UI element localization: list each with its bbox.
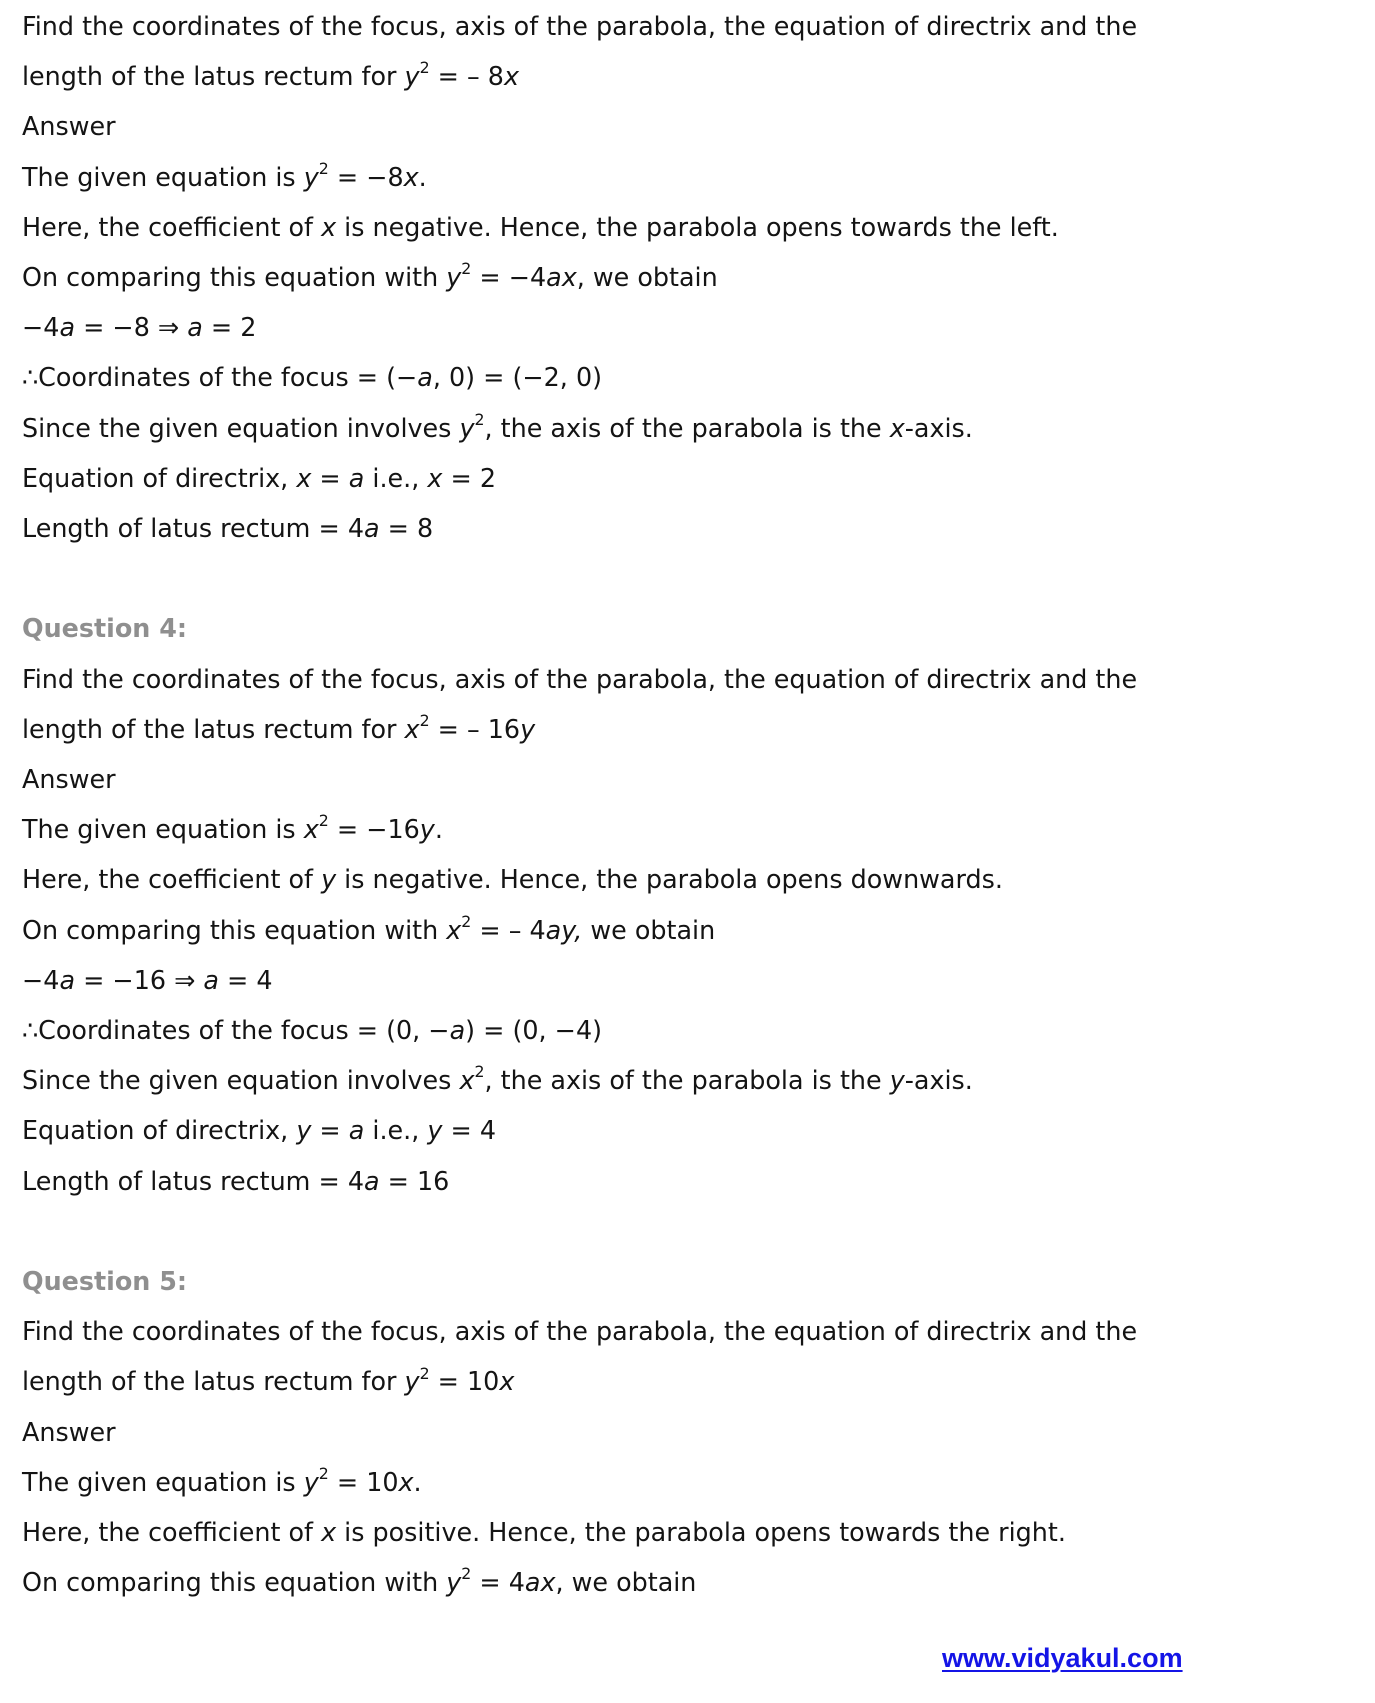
text-segment: , the axis of the parabola is the: [484, 412, 890, 443]
answer-label: Answer: [22, 764, 116, 794]
superscript: 2: [318, 811, 329, 831]
text-segment: Equation of directrix,: [22, 462, 297, 493]
math-variable: x: [427, 462, 443, 493]
text-segment: , 0) = (−2, 0): [432, 362, 602, 393]
math-variable: a: [59, 964, 75, 995]
text-segment: , the axis of the parabola is the: [484, 1065, 890, 1096]
text-segment: −4: [22, 312, 60, 343]
text-segment: = 2: [202, 312, 257, 343]
answer-text-line: [22, 1462, 422, 1502]
answer-text-line: [22, 408, 973, 448]
question-text-line: [22, 659, 1137, 699]
math-variable: a: [449, 1015, 466, 1045]
answer-label: Answer: [22, 111, 116, 142]
answer-text-line: [22, 910, 715, 950]
text-segment: Length of latus rectum = 4: [22, 1165, 364, 1196]
math-variable: x: [403, 161, 419, 192]
math-variable: x: [459, 1065, 475, 1096]
math-variable: y: [321, 864, 337, 895]
text-segment: Equation of directrix,: [22, 1115, 297, 1146]
text-segment: = – 8: [429, 61, 504, 92]
superscript: 2: [318, 158, 329, 178]
text-segment: Length of latus rectum = 4: [22, 513, 364, 543]
text-segment: = 2: [442, 462, 496, 493]
answer-text-line: [22, 960, 273, 1000]
math-variable: y: [303, 1466, 319, 1497]
text-segment: -axis.: [904, 412, 973, 443]
math-variable: y: [427, 1115, 443, 1146]
answer-text-line: [22, 1161, 449, 1201]
math-variable: x: [499, 1366, 515, 1397]
math-variable: x: [404, 713, 420, 744]
answer-text-line: [22, 307, 256, 347]
math-variable: ax: [546, 262, 577, 292]
answer-text-line: [22, 859, 1003, 899]
text-segment: = 4: [442, 1115, 496, 1146]
math-variable: x: [321, 211, 337, 242]
answer-text-line: [22, 357, 602, 397]
text-segment: =: [311, 462, 349, 493]
math-variable: x: [321, 1517, 337, 1547]
text-segment: =: [311, 1115, 349, 1146]
text-segment: = −16 ⇒: [75, 964, 204, 995]
math-variable: y: [419, 814, 435, 845]
superscript: 2: [474, 1062, 485, 1082]
math-variable: x: [296, 462, 312, 493]
text-segment: The given equation is: [22, 1466, 304, 1497]
math-variable: a: [348, 462, 365, 493]
answer-text-line: [22, 1512, 1066, 1552]
text-segment: is negative. Hence, the parabola opens towards the left.: [336, 211, 1059, 242]
question-heading: Question 4:: [22, 613, 188, 644]
superscript: 2: [419, 58, 430, 78]
math-variable: a: [348, 1115, 365, 1146]
text-segment: On comparing this equation with: [22, 1567, 447, 1598]
math-variable: y: [446, 1567, 462, 1598]
text-segment: −4: [22, 964, 60, 995]
text-segment: = −8: [328, 161, 404, 192]
text-segment: i.e.,: [364, 1115, 428, 1146]
math-variable: x: [398, 1466, 414, 1497]
text-segment: Since the given equation involves: [22, 1065, 460, 1096]
text-segment: .: [413, 1466, 422, 1497]
question-text-line: [22, 709, 535, 749]
math-variable: x: [503, 61, 519, 92]
text-segment: , we obtain: [555, 1567, 697, 1598]
vidyakul-website-link[interactable]: www.vidyakul.com: [942, 1643, 1183, 1673]
superscript: 2: [419, 710, 430, 730]
answer-text-line: [22, 458, 496, 498]
answer-text-line: [22, 1010, 602, 1050]
text-segment: = −8 ⇒: [75, 312, 188, 343]
answer-text-line: [22, 1562, 696, 1602]
math-variable: y: [296, 1115, 312, 1146]
text-segment: Find the coordinates of the focus, axis of the parabola, the equation of directrix and the: [22, 11, 1138, 41]
text-segment: , we obtain: [576, 262, 718, 292]
math-variable: a: [363, 513, 380, 543]
math-variable: a: [417, 362, 433, 393]
text-segment: = −4: [471, 262, 547, 292]
text-segment: -axis.: [904, 1065, 973, 1096]
answer-text-line: [22, 257, 718, 297]
math-variable: x: [889, 412, 905, 443]
math-variable: y: [889, 1065, 905, 1096]
superscript: 2: [318, 1463, 329, 1483]
superscript: 2: [461, 911, 472, 931]
answer-text-line: [22, 1060, 973, 1100]
text-segment: ∴Coordinates of the focus = (−: [22, 362, 418, 393]
superscript: 2: [474, 409, 485, 429]
answer-text-line: [22, 508, 433, 548]
text-segment: = – 16: [429, 713, 521, 744]
text-segment: = 10: [429, 1366, 500, 1397]
text-segment: is positive. Hence, the parabola opens towards the right.: [336, 1517, 1066, 1547]
text-segment: On comparing this equation with: [22, 262, 447, 292]
question-heading: Question 5:: [22, 1266, 188, 1296]
math-variable: a: [59, 312, 75, 343]
text-segment: ) = (0, −4): [465, 1015, 602, 1045]
text-segment: The given equation is: [22, 161, 304, 192]
question-text-line: [22, 1361, 514, 1401]
answer-text-line: [22, 1110, 496, 1150]
text-segment: is negative. Hence, the parabola opens downwards.: [336, 864, 1003, 895]
text-segment: = – 4: [471, 914, 546, 945]
math-variable: ay,: [545, 914, 583, 945]
text-segment: ∴Coordinates of the focus = (0, −: [22, 1015, 450, 1045]
text-segment: = 8: [379, 513, 434, 543]
math-variable: x: [446, 914, 462, 945]
text-segment: Here, the coefficient of: [22, 1517, 322, 1547]
superscript: 2: [419, 1363, 430, 1383]
text-segment: = 10: [328, 1466, 399, 1497]
text-segment: Here, the coefficient of: [22, 864, 322, 895]
text-segment: Find the coordinates of the focus, axis of the parabola, the equation of directrix and the: [22, 1316, 1138, 1347]
answer-text-line: [22, 157, 427, 197]
text-segment: .: [418, 161, 427, 192]
answer-text-line: [22, 809, 443, 849]
text-segment: The given equation is: [22, 814, 304, 845]
math-variable: y: [520, 713, 536, 744]
text-segment: = 4: [218, 964, 273, 995]
text-segment: length of the latus rectum for: [22, 1366, 405, 1397]
text-segment: length of the latus rectum for: [22, 61, 405, 92]
math-variable: a: [187, 312, 203, 343]
math-variable: x: [303, 814, 319, 845]
text-segment: On comparing this equation with: [22, 914, 447, 945]
superscript: 2: [461, 1564, 472, 1584]
text-segment: Here, the coefficient of: [22, 211, 322, 242]
text-segment: we obtain: [582, 914, 716, 945]
text-segment: length of the latus rectum for: [22, 713, 405, 744]
math-variable: y: [303, 161, 319, 192]
text-segment: = −16: [328, 814, 420, 845]
math-variable: a: [203, 964, 219, 995]
text-segment: = 4: [471, 1567, 525, 1598]
text-segment: .: [434, 814, 443, 845]
math-variable: y: [404, 61, 420, 92]
question-text-line: [22, 1311, 1137, 1351]
text-segment: Since the given equation involves: [22, 412, 460, 443]
math-variable: ax: [524, 1567, 556, 1598]
math-variable: a: [363, 1165, 380, 1196]
math-variable: y: [446, 262, 462, 292]
math-variable: y: [404, 1366, 420, 1397]
superscript: 2: [461, 259, 472, 279]
answer-label: Answer: [22, 1416, 116, 1447]
text-segment: Find the coordinates of the focus, axis of the parabola, the equation of directrix and the: [22, 663, 1138, 694]
text-segment: = 16: [379, 1165, 450, 1196]
math-variable: y: [459, 412, 475, 443]
question-text-line: [22, 6, 1137, 46]
question-text-line: [22, 56, 519, 96]
answer-text-line: [22, 207, 1059, 247]
text-segment: i.e.,: [364, 462, 428, 493]
